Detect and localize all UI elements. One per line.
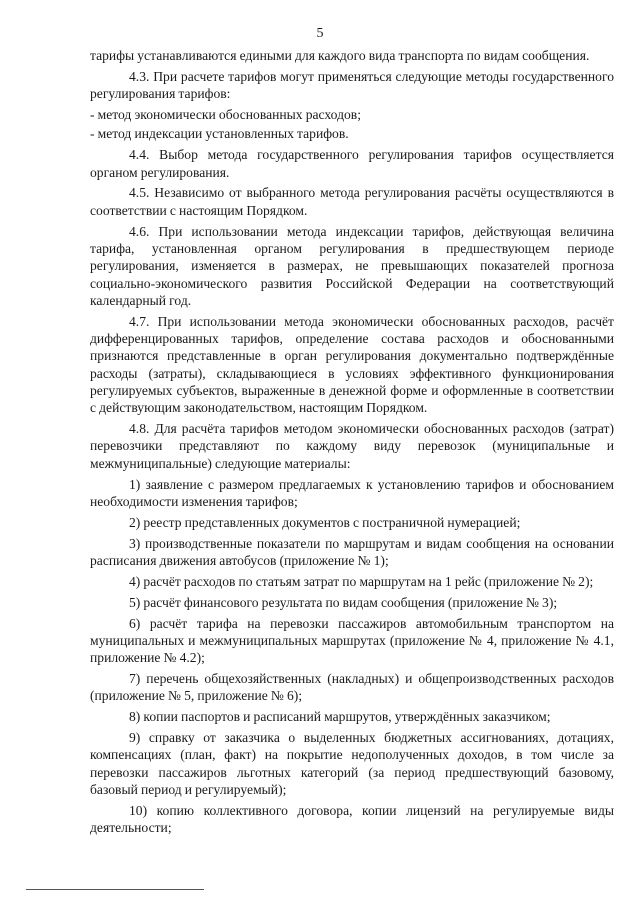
paragraph-4-8: 4.8. Для расчёта тарифов методом экономически обоснованных расходов (затрат) перевозчики представляют по каждому виду перевозок (муниципальные и межмуниципальные) следующие материалы: [90,421,614,471]
paragraph-continuation: тарифы устанавливаются едиными для каждого вида транспорта по видам сообщения. [90,48,590,63]
list-item-3: 3) производственные показатели по маршрутам и видам сообщения на основании расписания движения автобусов (приложение № 1); [90,535,614,568]
paragraph-4-4: 4.4. Выбор метода государственного регулирования тарифов осуществляется органом регулирования. [90,147,614,180]
list-item-7: 7) перечень общехозяйственных (накладных) и общепроизводственных расходов (приложение № 5, приложение № 6); [90,671,614,704]
list-item-5: 5) расчёт финансового результата по видам сообщения (приложение № 3); [129,594,558,610]
page-number: 5 [316,26,324,41]
paragraph-4-5: 4.5. Независимо от выбранного метода регулирования расчёты осуществляются в соответствии с настоящим Порядком. [90,185,614,218]
list-item-2: 2) реестр представленных документов с постраничной нумерацией; [129,514,521,530]
paragraph-4-3: 4.3. При расчете тарифов могут применяться следующие методы государственного регулирования тарифов: [90,68,614,102]
paragraph-4-7: 4.7. При использовании метода экономически обоснованных расходов, расчёт дифференцированных тарифов, определение состава расходов и обоснованными признаются представленные в орган регулирования документально подтверждённые расходы (затраты), складывающиеся в условиях эффективного функционирования регулируемых субъектов, выраженные в денежной форме и оформленные в соответствии с действующим законодательством, настоящим Порядком. [90,313,614,416]
paragraph-4-6: 4.6. При использовании метода индексации тарифов, действующая величина тарифа, установленная органом регулирования в предшествующем периоде регулирования, изменяется в размерах, не превышающих показателей прогноза социально-экономического развития Российской Федерации на соответствующий календарный год. [90,223,614,308]
footer-divider [26,889,204,890]
document-body [90,47,614,840]
list-item-6: 6) расчёт тарифа на перевозки пассажиров автомобильным транспортом на муниципальных и межмуниципальных маршрутах (приложение № 4, приложение № 4.1, приложение № 4.2); [90,615,614,666]
list-item-1: 1) заявление с размером предлагаемых к установлению тарифов и обоснованием необходимости изменения тарифов; [90,476,614,509]
list-item-9: 9) справку от заказчика о выделенных бюджетных ассигнованиях, дотациях, компенсациях (план, факт) на покрытие недополученных доходов, в том числе за перевозки пассажиров льготных категорий (за период предшествующий базовому, базовый период и регулируемый); [90,730,614,798]
list-item-10: 10) копию коллективного договора, копии лицензий на регулируемые виды деятельности; [90,802,614,836]
list-item-8: 8) копии паспортов и расписаний маршрутов, утверждённых заказчиком; [129,709,551,725]
list-item-method-1: - метод экономически обоснованных расходов; [90,107,361,123]
list-item-4: 4) расчёт расходов по статьям затрат по маршрутам на 1 рейс (приложение № 2); [129,573,594,589]
list-item-method-2: - метод индексации установленных тарифов. [90,126,349,142]
